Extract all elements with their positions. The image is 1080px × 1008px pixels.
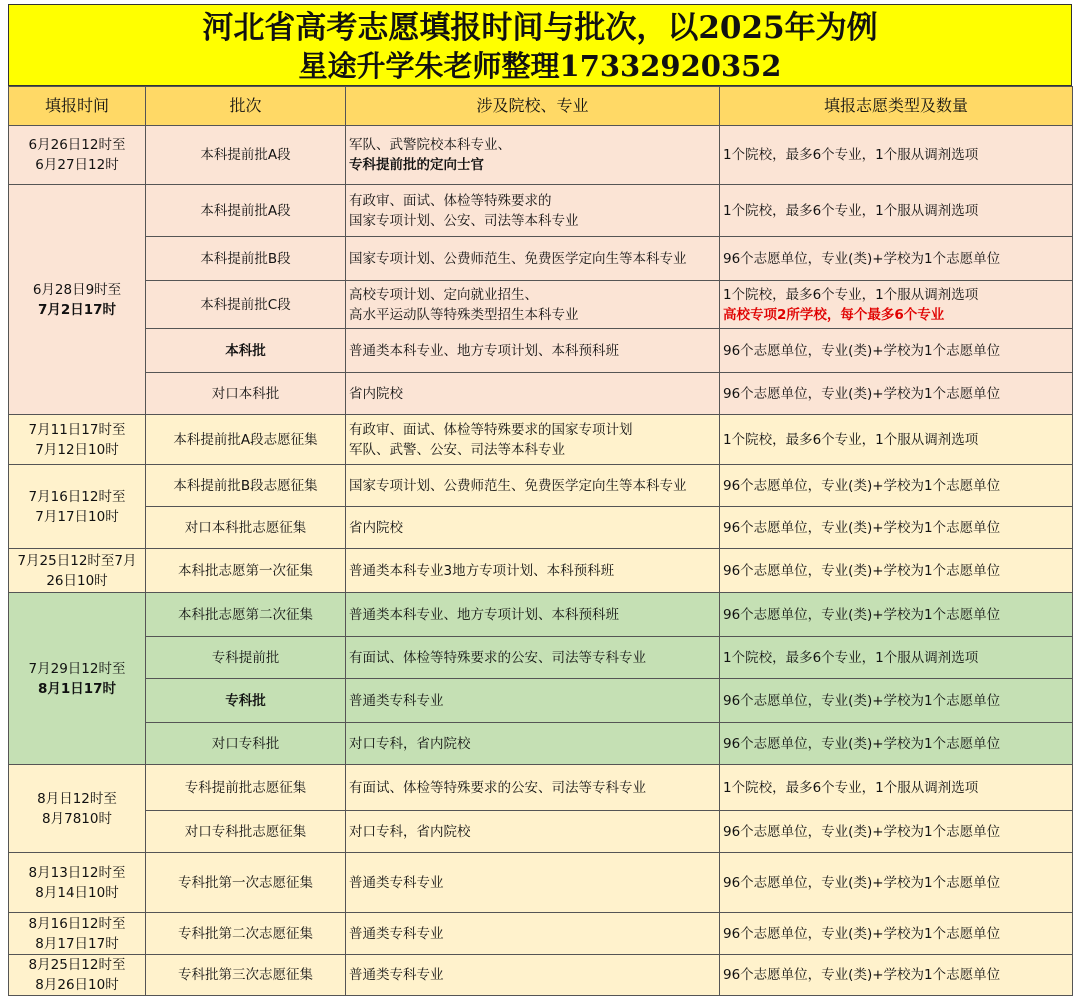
type-cell: 96个志愿单位，专业(类)+学校为1个志愿单位 [720,237,1073,281]
time-line: 7月29日12时至 [28,660,126,677]
time-line: 26日10时 [46,572,108,589]
header-time: 填报时间 [9,87,146,126]
type-cell: 96个志愿单位，专业(类)+学校为1个志愿单位 [720,955,1073,996]
time-line: 6月26日12时至 [28,137,126,153]
batch-cell: 专科批第二次志愿征集 [146,913,346,955]
batch-cell: 本科提前批C段 [146,281,346,329]
table-row [9,593,1073,637]
batch-cell: 本科批 [146,329,346,373]
type-cell: 96个志愿单位，专业(类)+学校为1个志愿单位 [720,723,1073,765]
table-row [9,373,1073,415]
type-cell: 96个志愿单位，专业(类)+学校为1个志愿单位 [720,593,1073,637]
time-cell [9,549,146,593]
batch-cell: 对口本科批 [146,373,346,415]
title-banner [8,4,1072,86]
batch-cell: 对口本科批志愿征集 [146,507,346,549]
header-batch: 批次 [146,87,346,126]
type-cell: 1个院校，最多6个专业，1个服从调剂选项 [720,765,1073,811]
table-row [9,955,1073,996]
schools-cell: 国家专项计划、公费师范生、免费医学定向生等本科专业 [346,237,720,281]
time-cell [9,126,146,185]
time-line: 7月11日17时至 [28,421,126,438]
schools-cell: 普通类专科专业 [346,913,720,955]
table-row [9,549,1073,593]
time-line: 7月2日17时 [37,301,117,318]
table-row [9,281,1073,329]
schools-cell: 国家专项计划、公费师范生、免费医学定向生等本科专业 [346,465,720,507]
schools-line: 高水平运动队等特殊类型招生本科专业 [349,306,579,323]
schools-line: 国家专项计划、公安、司法等本科专业 [349,212,579,229]
batch-cell: 专科批第三次志愿征集 [146,955,346,996]
time-cell [9,593,146,765]
schools-cell: 省内院校 [346,507,720,549]
time-line: 8月25日12时至 [28,957,126,973]
table-row [9,723,1073,765]
batch-cell: 本科提前批A段 [146,126,346,185]
time-line: 8月17日17时 [35,935,119,952]
schools-line: 专科提前批的定向士官 [349,157,484,173]
header-schools: 涉及院校、专业 [346,87,720,126]
schools-cell [346,185,720,237]
batch-cell: 专科提前批志愿征集 [146,765,346,811]
schools-cell: 普通类专科专业 [346,853,720,913]
batch-cell: 对口专科批 [146,723,346,765]
time-cell [9,465,146,549]
time-line: 6月27日12时 [35,157,119,173]
header-type: 填报志愿类型及数量 [720,87,1073,126]
type-cell: 96个志愿单位，专业(类)+学校为1个志愿单位 [720,507,1073,549]
schools-cell: 普通类专科专业 [346,955,720,996]
table-row [9,329,1073,373]
schools-cell: 普通类本科专业、地方专项计划、本科预科班 [346,593,720,637]
batch-cell: 对口专科批志愿征集 [146,811,346,853]
batch-cell: 本科批志愿第二次征集 [146,593,346,637]
type-highlight: 高校专项2所学校，每个最多6个专业 [723,306,945,323]
type-cell: 1个院校，最多6个专业，1个服从调剂选项 [720,126,1073,185]
time-line: 7月17日10时 [35,508,119,525]
schools-cell: 对口专科，省内院校 [346,723,720,765]
time-line: 8月7810时 [42,810,112,827]
type-cell: 1个院校，最多6个专业，1个服从调剂选项 [720,185,1073,237]
schools-cell: 对口专科，省内院校 [346,811,720,853]
batch-cell: 本科提前批B段 [146,237,346,281]
type-cell: 96个志愿单位，专业(类)+学校为1个志愿单位 [720,465,1073,507]
time-line: 8月13日12时至 [28,864,126,881]
time-cell [9,765,146,853]
schools-cell: 有面试、体检等特殊要求的公安、司法等专科专业 [346,637,720,679]
time-line: 8月26日10时 [35,977,119,993]
table-row [9,185,1073,237]
batch-cell: 本科提前批A段志愿征集 [146,415,346,465]
table-row [9,853,1073,913]
table-row [9,637,1073,679]
time-cell [9,913,146,955]
type-cell: 96个志愿单位，专业(类)+学校为1个志愿单位 [720,329,1073,373]
schools-cell: 有面试、体检等特殊要求的公安、司法等专科专业 [346,765,720,811]
table-header-row [9,87,1073,126]
type-cell: 96个志愿单位，专业(类)+学校为1个志愿单位 [720,373,1073,415]
time-line: 7月16日12时至 [28,488,126,505]
type-cell: 96个志愿单位，专业(类)+学校为1个志愿单位 [720,811,1073,853]
time-cell [9,853,146,913]
type-cell [720,281,1073,329]
batch-cell: 专科批第一次志愿征集 [146,853,346,913]
schedule-table [8,86,1073,996]
schools-line: 军队、武警院校本科专业、 [349,137,511,153]
table-row [9,415,1073,465]
table-row [9,507,1073,549]
table-row [9,126,1073,185]
schools-cell [346,126,720,185]
time-line: 7月25日12时至7月 [17,552,137,569]
type-cell: 1个院校，最多6个专业，1个服从调剂选项 [720,637,1073,679]
schools-cell: 省内院校 [346,373,720,415]
schools-line: 军队、武警、公安、司法等本科专业 [349,441,565,458]
time-line: 7月12日10时 [35,441,119,458]
time-line: 8月日12时至 [37,790,117,807]
table-row [9,679,1073,723]
table-row [9,465,1073,507]
time-line: 8月16日12时至 [28,915,126,932]
title-line-1: 河北省高考志愿填报时间与批次，以2025年为例 [202,10,878,46]
batch-cell: 本科提前批A段 [146,185,346,237]
table-row [9,811,1073,853]
type-cell: 96个志愿单位，专业(类)+学校为1个志愿单位 [720,549,1073,593]
schools-line: 有政审、面试、体检等特殊要求的 [349,192,552,209]
type-cell: 96个志愿单位，专业(类)+学校为1个志愿单位 [720,913,1073,955]
type-cell: 1个院校，最多6个专业，1个服从调剂选项 [720,415,1073,465]
type-cell: 96个志愿单位，专业(类)+学校为1个志愿单位 [720,679,1073,723]
batch-cell: 专科提前批 [146,637,346,679]
batch-cell: 本科提前批B段志愿征集 [146,465,346,507]
schools-cell [346,415,720,465]
schools-cell: 普通类本科专业3地方专项计划、本科预科班 [346,549,720,593]
table-row [9,765,1073,811]
time-cell [9,185,146,415]
time-line: 8月1日17时 [37,680,117,697]
table-row [9,913,1073,955]
time-line: 6月28日9时至 [32,281,122,298]
schools-line: 高校专项计划、定向就业招生、 [349,286,538,303]
table-row [9,237,1073,281]
time-cell [9,415,146,465]
schools-cell: 普通类本科专业、地方专项计划、本科预科班 [346,329,720,373]
schools-cell: 普通类专科专业 [346,679,720,723]
batch-cell: 本科批志愿第一次征集 [146,549,346,593]
type-cell: 96个志愿单位，专业(类)+学校为1个志愿单位 [720,853,1073,913]
batch-cell: 专科批 [146,679,346,723]
time-cell [9,955,146,996]
schools-line: 有政审、面试、体检等特殊要求的国家专项计划 [349,421,633,438]
time-line: 8月14日10时 [35,884,119,901]
title-line-2: 星途升学朱老师整理17332920352 [298,49,782,83]
type-line: 1个院校，最多6个专业，1个服从调剂选项 [723,286,979,303]
schools-cell [346,281,720,329]
